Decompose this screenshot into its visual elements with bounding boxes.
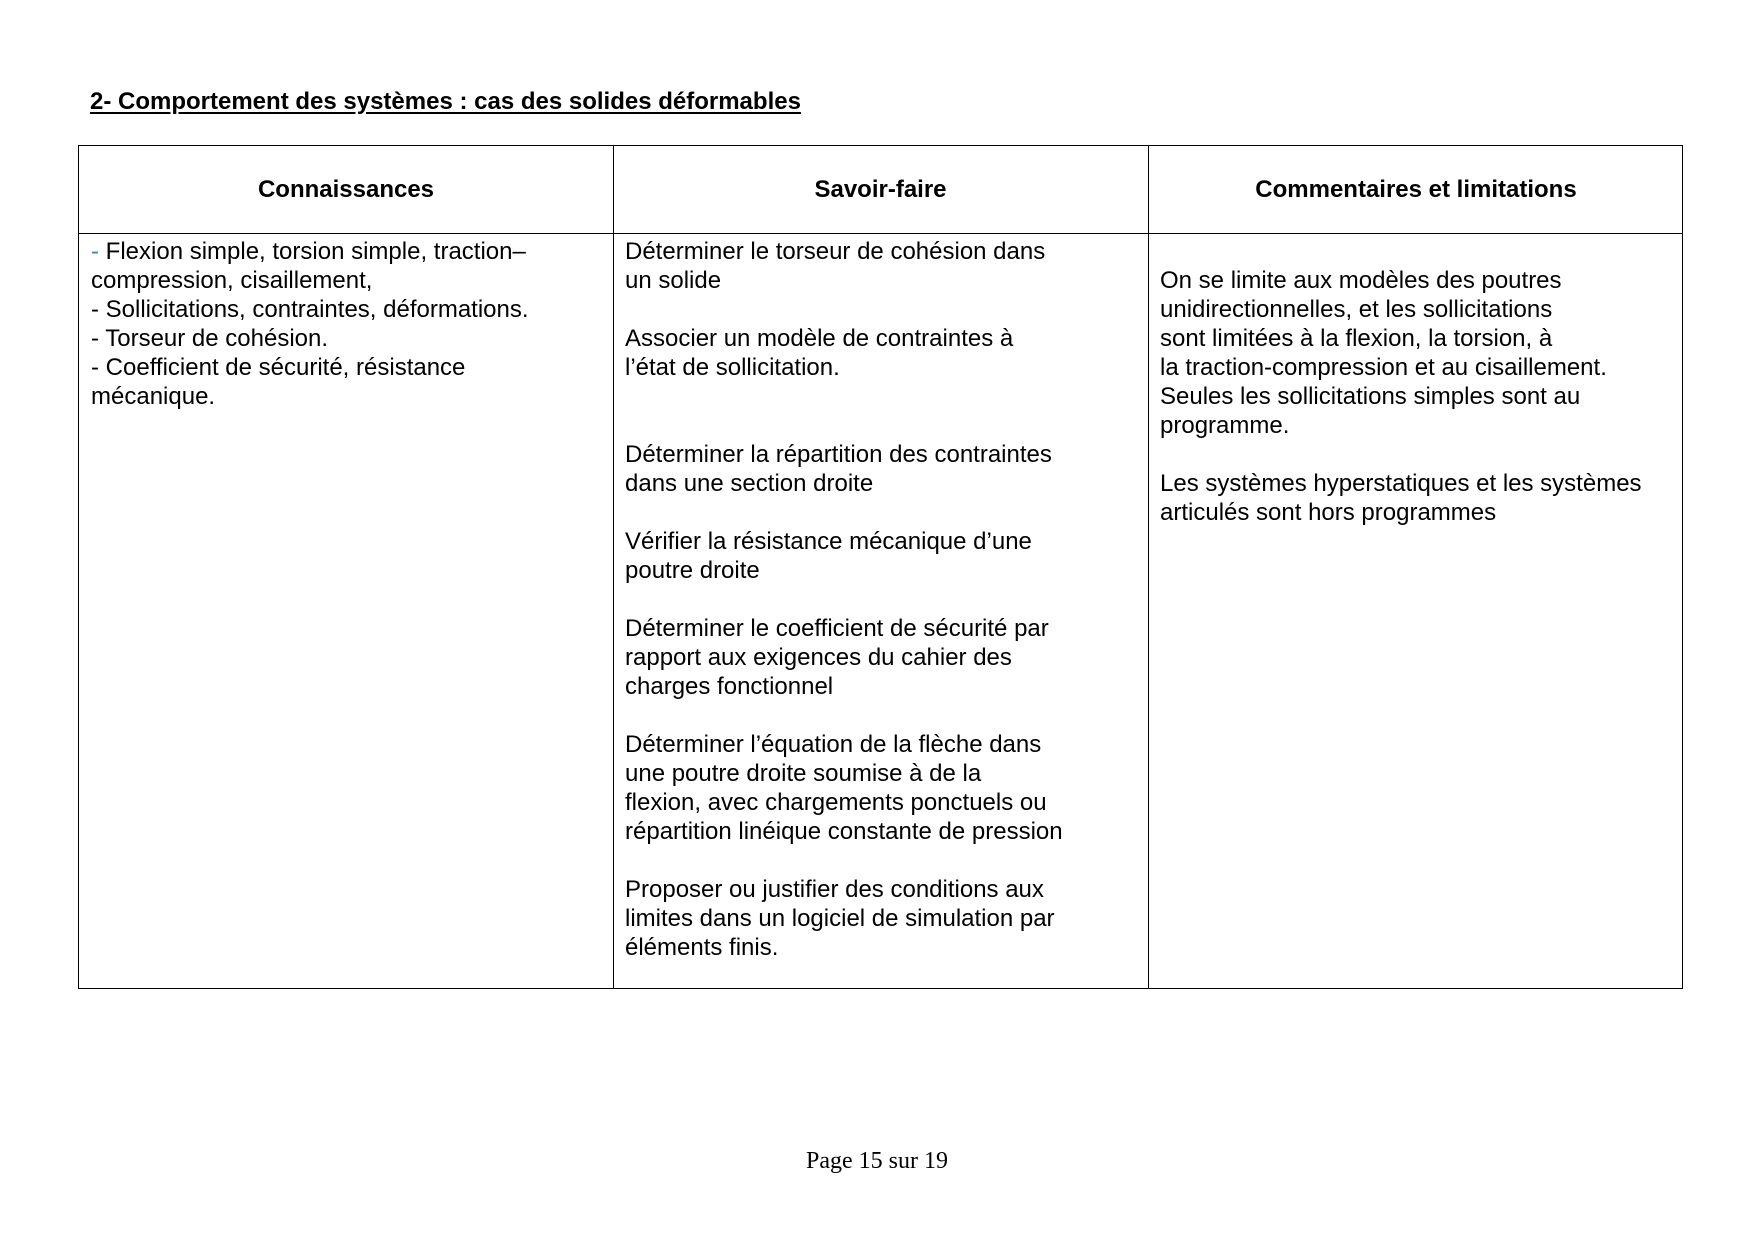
text-line: rapport aux exigences du cahier des [625, 644, 1012, 671]
skill-item [625, 324, 1140, 382]
text-line: limites dans un logiciel de simulation par [625, 905, 1055, 932]
skill-item [625, 875, 1140, 962]
skill-item [625, 237, 1140, 295]
cell-savoir-faire [625, 237, 1140, 962]
skill-item [625, 614, 1140, 701]
skill-item [625, 440, 1140, 498]
text-line: Les systèmes hyperstatiques et les systèmes [1160, 470, 1642, 497]
text-line: programme. [1160, 412, 1290, 439]
text-line: unidirectionnelles, et les sollicitations [1160, 296, 1553, 323]
cell-connaissances [91, 237, 606, 411]
skills-table [78, 145, 1683, 989]
text-line: On se limite aux modèles des poutres [1160, 267, 1562, 294]
text-line: - Sollicitations, contraintes, déformations. [91, 296, 529, 323]
text-line: Déterminer la répartition des contraintes [625, 441, 1052, 468]
bullet-dash: - [91, 238, 99, 265]
text-line: une poutre droite soumise à de la [625, 760, 982, 787]
text-line [91, 237, 606, 266]
text-line: Déterminer l’équation de la flèche dans [625, 731, 1042, 758]
table-header-row [79, 146, 1682, 234]
text-line: articulés sont hors programmes [1160, 499, 1497, 526]
text-line: flexion, avec chargements ponctuels ou [625, 789, 1047, 816]
header-savoir-faire: Savoir-faire [814, 176, 947, 203]
column-divider [613, 146, 614, 988]
text-line: - Coefficient de sécurité, résistance [91, 354, 466, 381]
text-line: charges fonctionnel [625, 673, 834, 700]
text-line: l’état de sollicitation. [625, 354, 840, 381]
text-line: éléments finis. [625, 934, 779, 961]
comment-item [1160, 266, 1675, 440]
text-line: poutre droite [625, 557, 760, 584]
text-line: Vérifier la résistance mécanique d’une [625, 528, 1032, 555]
text-line: Proposer ou justifier des conditions aux [625, 876, 1044, 903]
text-line: la traction-compression et au cisaillement. [1160, 354, 1607, 381]
text-line: Déterminer le torseur de cohésion dans [625, 238, 1046, 265]
text-line: sont limitées à la flexion, la torsion, à [1160, 325, 1553, 352]
page-number: Page 15 sur 19 [806, 1148, 948, 1174]
section-title: 2- Comportement des systèmes : cas des solides déformables [90, 88, 801, 115]
text-line: - Torseur de cohésion. [91, 325, 329, 352]
text-line: Seules les sollicitations simples sont au [1160, 383, 1581, 410]
text-line: Associer un modèle de contraintes à [625, 325, 1014, 352]
text-line: un solide [625, 267, 722, 294]
comment-item [1160, 469, 1675, 527]
text-line: compression, cisaillement, [91, 267, 373, 294]
text-line-content: Flexion simple, torsion simple, traction– [99, 238, 526, 265]
cell-commentaires [1160, 266, 1675, 527]
header-commentaires: Commentaires et limitations [1255, 176, 1577, 203]
skill-item [625, 527, 1140, 585]
text-line: répartition linéique constante de pression [625, 818, 1063, 845]
text-line: dans une section droite [625, 470, 874, 497]
column-divider [1148, 146, 1149, 988]
skill-item [625, 730, 1140, 846]
text-line: Déterminer le coefficient de sécurité par [625, 615, 1049, 642]
header-connaissances: Connaissances [257, 176, 435, 203]
text-line: mécanique. [91, 383, 216, 410]
